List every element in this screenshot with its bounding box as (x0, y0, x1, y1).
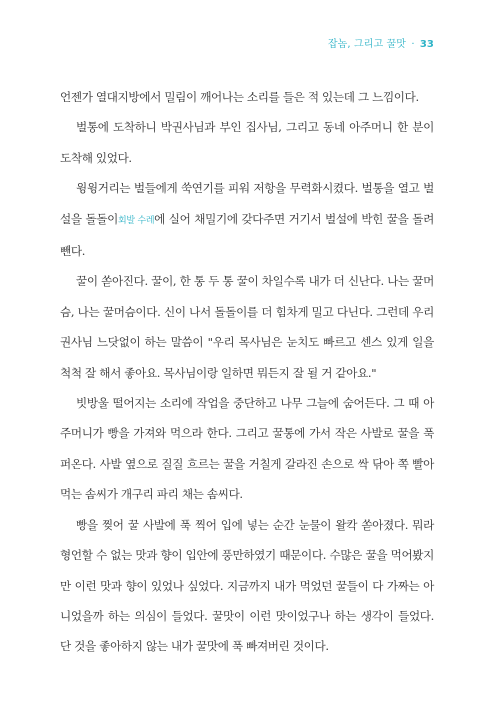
paragraph-3-text-b: 에 실어 채밀기에 갖다주면 거기서 벌설에 박힌 꿀을 돌려 뺀다. (60, 211, 434, 259)
paragraph-2: 벌통에 도착하니 박권사님과 부인 집사님, 그리고 동네 아주머니 한 분이 도착해 있었다. (60, 120, 434, 165)
paragraph-6: 빵을 찢어 꿀 사발에 푹 찍어 입에 넣는 순간 눈물이 왈칵 쏟아졌다. 뭐라 형언할 수 없는 맛과 향이 입안에 풍만하였기 때문이다. 수많은 꿀을 먹어봤지만 이런 맛과 향이 있었나 싶었다. 지금까지 내가 먹었던 꿀들이 다 가짜는 아니었을까 하는 의심이 들었다. 꿀맛이 이런 맛이었구나 하는 생각이 들었다. 단 것을 좋아하지 않는 내가 꿀맛에 푹 빠져버린 것이다. (60, 517, 434, 654)
inline-note: 회발 수레 (118, 215, 155, 226)
paragraph-1: 언젠가 열대지방에서 밀림이 깨어나는 소리를 들은 적 있는데 그 느낌이다. (60, 90, 419, 104)
page-number: 33 (419, 39, 434, 50)
header-separator: · (411, 39, 415, 50)
running-title: 잡놈, 그리고 꿀맛 (327, 39, 407, 50)
running-header (60, 35, 434, 50)
paragraph-5: 빗방울 떨어지는 소리에 작업을 중단하고 나무 그늘에 숨어든다. 그 때 아주머니가 빵을 가져와 먹으라 한다. 그리고 꿀통에 가서 작은 사발로 꿀을 푹 퍼온다. 사발 옆으로 질질 흐르는 꿀을 거칠게 갈라진 손으로 싹 닦아 쪽 빨아먹는 솜씨가 개구리 파리 채는 솜씨다. (60, 396, 434, 502)
body-text (60, 82, 434, 662)
paragraph-3 (60, 173, 434, 266)
paragraph-3-text-a: 윙윙거리는 벌들에게 쑥연기를 피워 저항을 무력화시켰다. 벌통을 열고 벌설을 돌돌이 (60, 181, 434, 226)
paragraph-4: 꿀이 쏟아진다. 꿀이, 한 통 두 통 꿀이 차일수록 내가 더 신난다. 나는 꿀머슴, 나는 꿀머슴이다. 신이 나서 돌돌이를 더 힘차게 밀고 다닌다. 그런데 우리 권사님 느닷없이 하는 말씀이 "우리 목사님은 눈치도 빠르고 센스 있게 일을 척척 잘 해서 좋아요. 목사님이랑 일하면 뭐든지 잘 될 거 같아요." (60, 274, 434, 380)
